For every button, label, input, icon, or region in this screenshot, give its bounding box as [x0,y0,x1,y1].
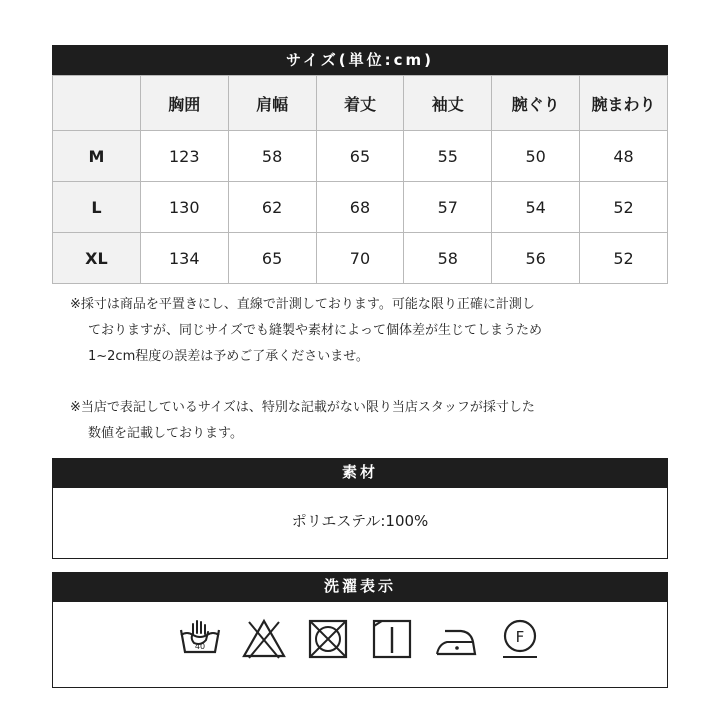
table-cell: 52 [580,233,668,284]
size-table [52,75,668,284]
table-cell: 54 [492,182,580,233]
table-row [53,233,668,284]
table-cell: 123 [140,131,228,182]
no-tumble-dry-icon [303,616,353,662]
table-cell: 130 [140,182,228,233]
size-note [70,395,535,447]
table-cell: 65 [316,131,404,182]
tub-temperature: 40 [194,642,206,651]
row-size-label: M [53,131,141,182]
material-text: ポリエステル:100% [291,512,429,530]
laundry-box [52,601,668,688]
table-cell: 58 [228,131,316,182]
line-dry-icon [367,616,417,662]
note-line: 1~2cm程度の誤差は予めご了承くださいませ。 [88,349,369,364]
note-line: 数値を記載しております。 [88,426,243,441]
column-header: 肩幅 [228,76,316,131]
column-header: 腕ぐり [492,76,580,131]
table-cell: 48 [580,131,668,182]
table-cell: 134 [140,233,228,284]
corner-cell [53,76,141,131]
table-cell: 56 [492,233,580,284]
material-box [52,487,668,559]
table-cell: 65 [228,233,316,284]
table-cell: 58 [404,233,492,284]
table-cell: 52 [580,182,668,233]
measurement-note [70,292,542,370]
column-header: 袖丈 [404,76,492,131]
table-cell: 55 [404,131,492,182]
table-row [53,182,668,233]
column-header: 着丈 [316,76,404,131]
svg-text:F: F [515,628,525,646]
row-size-label: XL [53,233,141,284]
no-bleach-triangle-icon [239,616,289,662]
dry-clean-f-icon [495,616,545,662]
note-line: ※当店で表記しているサイズは、特別な記載がない限り当店スタッフが採寸した [70,400,535,415]
size-table-header-row [53,76,668,131]
material-section-header: 素材 [52,458,668,487]
table-cell: 70 [316,233,404,284]
hand-wash-tub-icon [175,616,225,662]
row-size-label: L [53,182,141,233]
note-line: ※採寸は商品を平置きにし、直線で計測しております。可能な限り正確に計測し [70,297,535,312]
note-line: ておりますが、同じサイズでも縫製や素材によって個体差が生じてしまうため [88,323,542,338]
size-section-header: サイズ(単位:cm) [52,45,668,75]
laundry-section-header: 洗濯表示 [52,572,668,601]
column-header: 胸囲 [140,76,228,131]
iron-low-icon [431,616,481,662]
column-header: 腕まわり [580,76,668,131]
laundry-icons [53,616,667,662]
table-row [53,131,668,182]
table-cell: 57 [404,182,492,233]
table-cell: 50 [492,131,580,182]
table-cell: 62 [228,182,316,233]
table-cell: 68 [316,182,404,233]
